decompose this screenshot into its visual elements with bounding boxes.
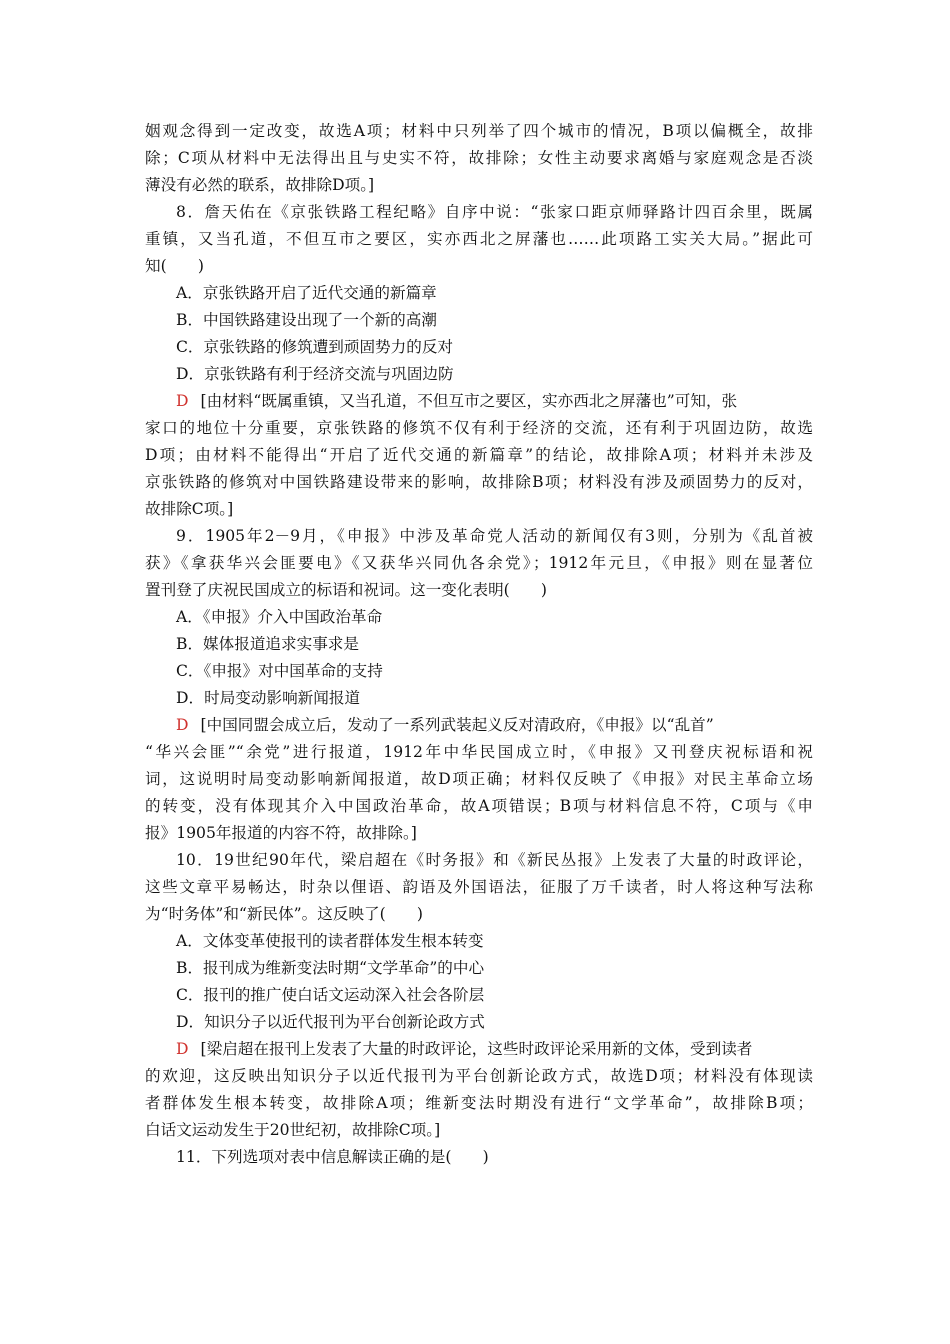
answer-line — [145, 1036, 813, 1063]
answer-letter: D — [176, 392, 189, 410]
question-stem-line: 置刊登了庆祝民国成立的标语和祝词。这一变化表明( ) — [145, 581, 548, 599]
explanation-line: 的转变，没有体现其介入中国政治革命，故A项错误；B项与材料信息不符，C项与《申 — [145, 797, 813, 815]
explanation-line: 的欢迎，这反映出知识分子以近代报刊为平台创新论政方式，故选D项；材料没有体现读 — [145, 1067, 813, 1085]
question-stem-line: 11．下列选项对表中信息解读正确的是( ) — [176, 1148, 489, 1166]
explanation-line: “华兴会匪”“余党”进行报道，1912年中华民国成立时，《申报》又刊登庆祝标语和祝 — [145, 743, 813, 761]
explanation-line: 报》1905年报道的内容不符，故排除。] — [145, 824, 417, 842]
question-stem-line: 9．1905年2－9月，《申报》中涉及革命党人活动的新闻仅有3则，分别为《乱首被 — [176, 527, 813, 545]
answer-letter: D — [176, 716, 189, 734]
option-c: C．报刊的推广使白话文运动深入社会各阶层 — [176, 986, 485, 1004]
prev-answer-explanation — [145, 118, 813, 199]
option-d: D．知识分子以近代报刊为平台创新论政方式 — [176, 1013, 485, 1031]
question-stem-line: 重镇，又当孔道，不但互市之要区，实亦西北之屏藩也……此项路工实关大局。”据此可 — [145, 230, 813, 248]
document-page — [145, 118, 813, 1171]
explanation-text: [中国同盟会成立后，发动了一系列武装起义反对清政府，《申报》以“乱首” — [200, 716, 714, 734]
question-11 — [145, 1144, 813, 1171]
option-a: A．京张铁路开启了近代交通的新篇章 — [176, 284, 437, 302]
text-line: 除；C项从材料中无法得出且与史实不符，故排除；女性主动要求离婚与家庭观念是否淡 — [145, 149, 813, 167]
question-stem-line: 10．19世纪90年代，梁启超在《时务报》和《新民丛报》上发表了大量的时政评论， — [176, 851, 813, 869]
text-line: 姻观念得到一定改变，故选A项；材料中只列举了四个城市的情况，B项以偏概全，故排 — [145, 122, 813, 140]
answer-line — [145, 388, 813, 415]
option-b: B．报刊成为维新变法时期“文学革命”的中心 — [176, 959, 485, 977]
question-stem-line: 为“时务体”和“新民体”。这反映了( ) — [145, 905, 423, 923]
option-a: A．《申报》介入中国政治革命 — [176, 608, 383, 626]
explanation-text: [由材料“既属重镇，又当孔道，不但互市之要区，实亦西北之屏藩也”可知，张 — [200, 392, 738, 410]
explanation-text: [梁启超在报刊上发表了大量的时政评论，这些时政评论采用新的文体，受到读者 — [200, 1040, 753, 1058]
explanation-line: 京张铁路的修筑对中国铁路建设带来的影响，故排除B项；材料没有涉及顽固势力的反对， — [145, 473, 813, 491]
question-9 — [145, 523, 813, 847]
explanation-line: 家口的地位十分重要，京张铁路的修筑不仅有利于经济的交流，还有利于巩固边防，故选 — [145, 419, 813, 437]
question-stem-line: 8．詹天佑在《京张铁路工程纪略》自序中说：“张家口距京师驿路计四百余里，既属 — [176, 203, 813, 221]
text-line: 薄没有必然的联系，故排除D项。] — [145, 176, 375, 194]
option-c: C．《申报》对中国革命的支持 — [176, 662, 383, 680]
question-10 — [145, 847, 813, 1144]
answer-letter: D — [176, 1040, 189, 1058]
question-stem-line: 获》《拿获华兴会匪要电》《又获华兴同仇各余党》；1912年元旦，《申报》则在显著位 — [145, 554, 813, 572]
option-d: D．时局变动影响新闻报道 — [176, 689, 361, 707]
explanation-line: 词，这说明时局变动影响新闻报道，故D项正确；材料仅反映了《申报》对民主革命立场 — [145, 770, 813, 788]
option-a: A．文体变革使报刊的读者群体发生根本转变 — [176, 932, 484, 950]
question-8 — [145, 199, 813, 523]
explanation-line: 白话文运动发生于20世纪初，故排除C项。] — [145, 1121, 441, 1139]
option-b: B．媒体报道追求实事求是 — [176, 635, 359, 653]
explanation-line: 者群体发生根本转变，故排除A项；维新变法时期没有进行“文学革命”，故排除B项； — [145, 1094, 813, 1112]
explanation-line: D项；由材料不能得出“开启了近代交通的新篇章”的结论，故排除A项；材料并未涉及 — [145, 446, 813, 464]
option-b: B．中国铁路建设出现了一个新的高潮 — [176, 311, 437, 329]
question-stem-line: 这些文章平易畅达，时杂以俚语、韵语及外国语法，征服了万千读者，时人将这种写法称 — [145, 878, 813, 896]
question-stem-line: 知( ) — [145, 257, 204, 275]
option-d: D．京张铁路有利于经济交流与巩固边防 — [176, 365, 454, 383]
explanation-line: 故排除C项。] — [145, 500, 234, 518]
option-c: C．京张铁路的修筑遭到顽固势力的反对 — [176, 338, 454, 356]
answer-line — [145, 712, 813, 739]
